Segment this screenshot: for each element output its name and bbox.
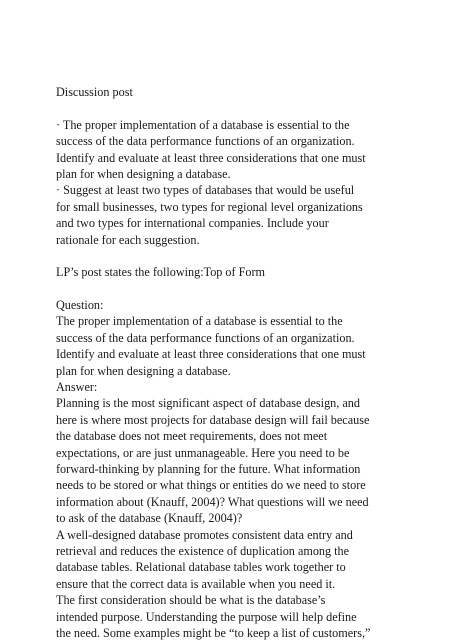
answer-line: the database does not meet requirements, does not meet [56,429,328,444]
prompt-line: · Suggest at least two types of databases that would be useful [56,183,355,198]
answer-line: information about (Knauff, 2004)? What questions will we need [56,494,369,509]
prompt-line: rationale for each suggestion. [56,232,200,247]
answer-line: database tables. Relational database tables work together to [56,560,346,575]
document-title: Discussion post [56,85,133,99]
answer-line: The first consideration should be what is the database’s [56,593,326,608]
question-line: Identify and evaluate at least three considerations that one must [56,347,366,362]
answer-section [56,395,406,641]
answer-line: needs to be stored or what things or entities do we need to store [56,478,366,493]
document-body [56,84,406,641]
answer-line: intended purpose. Understanding the purpose will help define [56,609,357,624]
answer-line: ensure that the correct data is available when you need it. [56,576,336,591]
prompt-line: plan for when designing a database. [56,166,231,181]
paragraph-gap [56,100,406,116]
lp-post-heading: LP’s post states the following:Top of Form [56,265,266,280]
question-line: The proper implementation of a database is essential to the [56,314,343,329]
paragraph-gap [56,281,406,297]
prompt-line: for small businesses, two types for regional level organizations [56,199,363,214]
prompt-line: and two types for international companies. Include your [56,216,329,231]
paragraph-gap [56,248,406,264]
question-label: Question: [56,298,104,313]
answer-line: Planning is the most significant aspect of database design, and [56,396,360,411]
answer-line: the need. Some examples might be “to keep a list of customers,” [56,625,371,640]
prompt-line: · The proper implementation of a database is essential to the [56,117,350,132]
prompt-line: success of the data performance functions of an organization. [56,134,355,149]
answer-line: here is where most projects for database design will fail because [56,412,370,427]
answer-line: retrieval and reduces the existence of duplication among the [56,543,350,558]
prompt-line: Identify and evaluate at least three considerations that one must [56,150,366,165]
question-section [56,313,406,379]
answer-line: to ask of the database (Knauff, 2004)? [56,511,243,526]
prompt-section [56,117,406,248]
answer-line: expectations, or are just unmanageable. Here you need to be [56,445,350,460]
answer-line: A well-designed database promotes consistent data entry and [56,527,353,542]
answer-line: forward-thinking by planning for the future. What information [56,461,361,476]
question-line: plan for when designing a database. [56,363,231,378]
question-line: success of the data performance functions of an organization. [56,330,355,345]
answer-label: Answer: [56,380,98,395]
